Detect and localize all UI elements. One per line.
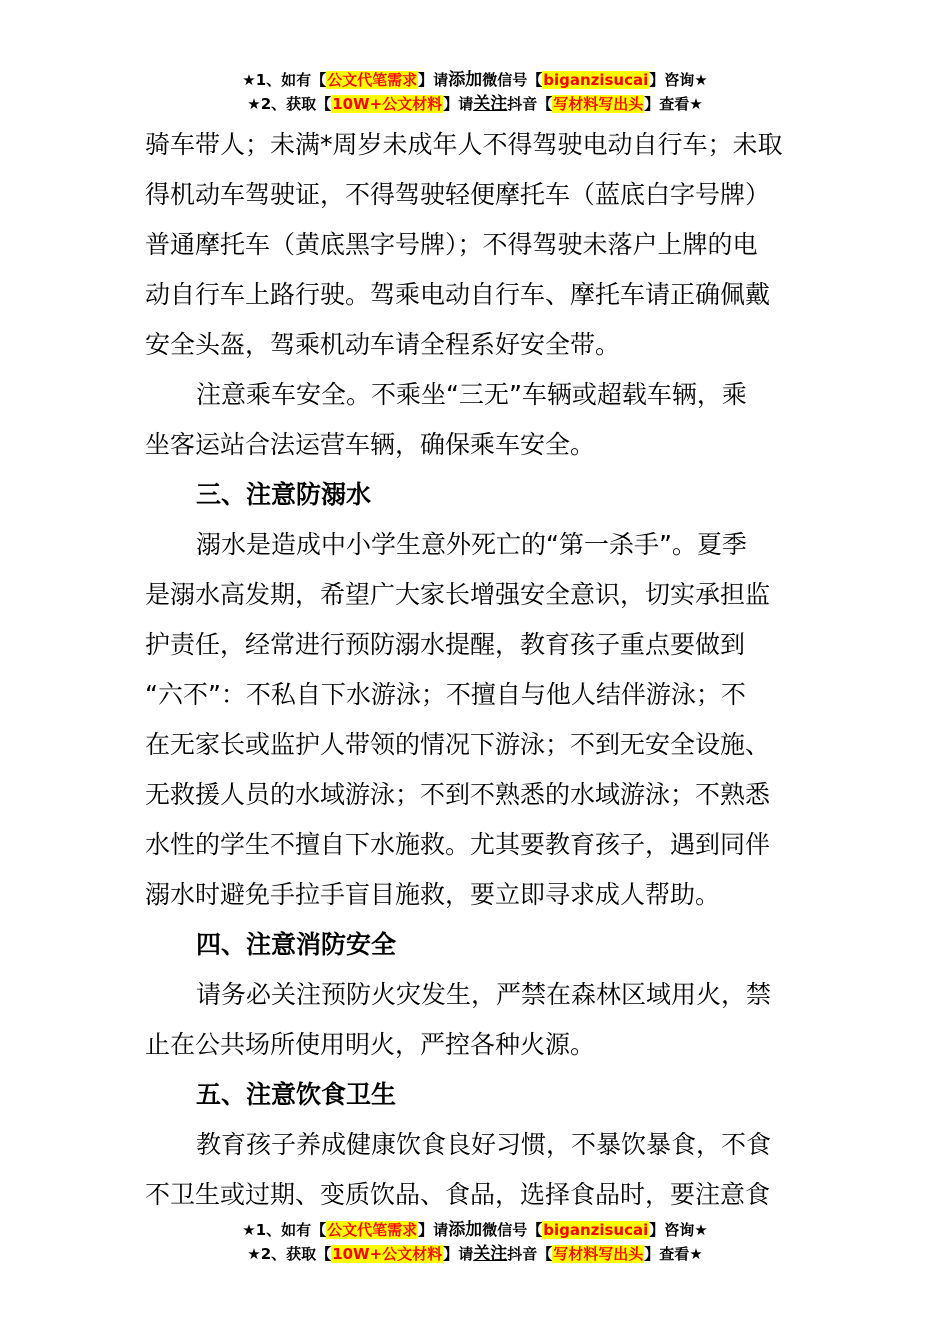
banner-text: 】咨询★ bbox=[649, 71, 708, 89]
banner-text: 】请 bbox=[418, 71, 449, 89]
banner-text: 】咨询★ bbox=[649, 1221, 708, 1239]
banner-text: 抖音【 bbox=[507, 95, 553, 113]
paragraph-line: 注意乘车安全。不乘坐“三无”车辆或超载车辆，乘 bbox=[196, 380, 747, 409]
banner-text: 抖音【 bbox=[507, 1245, 553, 1263]
document-body bbox=[145, 120, 810, 1220]
banner-line-2 bbox=[0, 1242, 950, 1266]
paragraph-line: 不卫生或过期、变质饮品、食品，选择食品时，要注意食 bbox=[145, 1180, 771, 1209]
paragraph-line: 动自行车上路行驶。驾乘电动自行车、摩托车请正确佩戴 bbox=[145, 280, 771, 309]
paragraph-line: 无救援人员的水域游泳；不到不熟悉的水域游泳；不熟悉 bbox=[145, 780, 771, 809]
banner-text: 】查看★ bbox=[644, 1245, 703, 1263]
banner-highlight: 公文代笔需求 bbox=[327, 71, 418, 89]
paragraph-line: 溺水是造成中小学生意外死亡的“第一杀手”。夏季 bbox=[196, 530, 747, 559]
banner-highlight: 10W+公文材料 bbox=[332, 95, 443, 113]
paragraph-line: 请务必关注预防火灾发生，严禁在森林区域用火，禁 bbox=[196, 980, 772, 1009]
banner-emphasis: 添加 bbox=[448, 1220, 483, 1240]
banner-text: 】请 bbox=[418, 1221, 449, 1239]
banner-line-1 bbox=[0, 68, 950, 92]
banner-emphasis: 添加 bbox=[448, 70, 483, 90]
banner-highlight: biganzisucai bbox=[543, 1221, 649, 1239]
banner-text: 】查看★ bbox=[644, 95, 703, 113]
banner-text: 微信号【 bbox=[482, 1221, 543, 1239]
banner-text: ★2、获取【 bbox=[247, 95, 332, 113]
paragraph-line: 安全头盔，驾乘机动车请全程系好安全带。 bbox=[145, 330, 621, 359]
banner-line-2 bbox=[0, 92, 950, 116]
section-heading: 三、注意防溺水 bbox=[196, 480, 372, 509]
section-heading: 四、注意消防安全 bbox=[196, 930, 397, 959]
banner-highlight: 公文代笔需求 bbox=[327, 1221, 418, 1239]
banner-text: 微信号【 bbox=[482, 71, 543, 89]
banner-highlight: 10W+公文材料 bbox=[332, 1245, 443, 1263]
paragraph-line: 护责任，经常进行预防溺水提醒，教育孩子重点要做到 bbox=[145, 630, 746, 659]
paragraph-line: 骑车带人；未满*周岁未成年人不得驾驶电动自行车；未取 bbox=[145, 130, 783, 159]
banner-emphasis: 关注 bbox=[473, 1244, 508, 1264]
banner-text: ★1、如有【 bbox=[242, 1221, 327, 1239]
banner-highlight: 写材料写出头 bbox=[553, 95, 644, 113]
paragraph-line: 在无家长或监护人带领的情况下游泳；不到无安全设施、 bbox=[145, 730, 771, 759]
paragraph-line: 得机动车驾驶证，不得驾驶轻便摩托车（蓝底白字号牌） bbox=[145, 180, 771, 209]
banner-text: ★2、获取【 bbox=[247, 1245, 332, 1263]
paragraph-line: 教育孩子养成健康饮食良好习惯，不暴饮暴食，不食 bbox=[196, 1130, 772, 1159]
banner-text: 】请 bbox=[443, 95, 474, 113]
paragraph-line: 是溺水高发期，希望广大家长增强安全意识，切实承担监 bbox=[145, 580, 771, 609]
paragraph-line: 普通摩托车（黄底黑字号牌）；不得驾驶未落户上牌的电 bbox=[145, 230, 758, 259]
paragraph-line: “六不”：不私自下水游泳；不擅自与他人结伴游泳；不 bbox=[145, 680, 746, 709]
paragraph-line: 溺水时避免手拉手盲目施救，要立即寻求成人帮助。 bbox=[145, 880, 721, 909]
banner-highlight: biganzisucai bbox=[543, 71, 649, 89]
paragraph-line: 水性的学生不擅自下水施救。尤其要教育孩子，遇到同伴 bbox=[145, 830, 771, 859]
banner-highlight: 写材料写出头 bbox=[553, 1245, 644, 1263]
header-banner bbox=[0, 68, 950, 116]
section-heading: 五、注意饮食卫生 bbox=[196, 1080, 397, 1109]
banner-line-1 bbox=[0, 1218, 950, 1242]
footer-banner bbox=[0, 1218, 950, 1266]
banner-text: ★1、如有【 bbox=[242, 71, 327, 89]
banner-text: 】请 bbox=[443, 1245, 474, 1263]
paragraph-line: 止在公共场所使用明火，严控各种火源。 bbox=[145, 1030, 596, 1059]
banner-emphasis: 关注 bbox=[473, 94, 508, 114]
paragraph-line: 坐客运站合法运营车辆，确保乘车安全。 bbox=[145, 430, 596, 459]
